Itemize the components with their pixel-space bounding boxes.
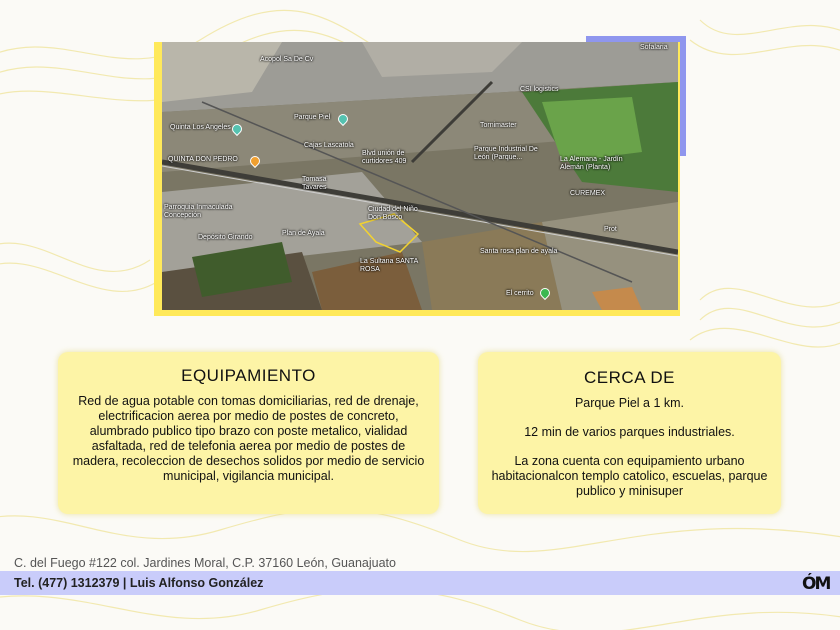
map-label: Parque Piel bbox=[294, 114, 331, 121]
cerca-de-card bbox=[478, 352, 781, 514]
map-label: La Alemana - Jardín Alemán (Planta) bbox=[560, 156, 623, 171]
map-label: Prot bbox=[604, 226, 617, 233]
equipamiento-body: Red de agua potable con tomas domiciliarias, red de drenaje, electrificacion aerea por medio de postes de concreto, alumbrado publico tipo brazo con poste metalico, vialidad asfaltada, red de telefonia aerea por medio de postes de madera, recoleccion de desechos solidos por medio de servicio municipal, vigilancia municipal. bbox=[72, 394, 425, 483]
map-label: Acopol Sa De Cv bbox=[260, 56, 314, 63]
brand-logo: ÓM bbox=[802, 574, 830, 594]
map-label: Sofalaria bbox=[640, 44, 668, 51]
map-label: Parque Industrial De León (Parque... bbox=[474, 146, 538, 161]
map-label: Ciudad del Niño Don Bosco bbox=[368, 206, 418, 221]
map-label: Quinta Los Angeles bbox=[170, 124, 231, 131]
cerca-de-title: CERCA DE bbox=[584, 368, 675, 387]
map-label: Blvd unión de curtidores 409 bbox=[362, 150, 407, 165]
equipamiento-title: EQUIPAMIENTO bbox=[181, 366, 316, 385]
map-label: QUINTA DON PEDRO bbox=[168, 156, 238, 163]
footer-address: C. del Fuego #122 col. Jardines Moral, C.P. 37160 León, Guanajuato bbox=[14, 556, 396, 570]
map-label: La Sultana SANTA ROSA bbox=[360, 258, 418, 273]
map-label: Parroquia Inmaculada Concepción bbox=[164, 204, 233, 219]
equipamiento-card bbox=[58, 352, 439, 514]
map-label: El cerrito bbox=[506, 290, 534, 297]
map-label: Tornimaster bbox=[480, 122, 517, 129]
aerial-map bbox=[162, 42, 678, 310]
cerca-de-item: 12 min de varios parques industriales. bbox=[524, 425, 735, 439]
cerca-de-item: La zona cuenta con equipamiento urbano habitacionalcon templo catolico, escuelas, parque publico y minisuper bbox=[491, 454, 768, 498]
map-label: Plan de Ayala bbox=[282, 230, 325, 237]
map-frame bbox=[154, 36, 686, 316]
cerca-de-item: Parque Piel a 1 km. bbox=[574, 396, 685, 410]
contact-bar bbox=[0, 571, 840, 595]
map-label: Cajas Lascatola bbox=[304, 142, 354, 149]
map-label: CUREMEX bbox=[570, 190, 606, 197]
map-label: Santa rosa plan de ayala bbox=[480, 248, 558, 255]
map-label: Depósito Girando bbox=[198, 234, 253, 241]
footer-contact: Tel. (477) 1312379 | Luis Alfonso González bbox=[14, 576, 264, 590]
map-label: CSI logistics bbox=[520, 86, 559, 93]
map-label: Tomasa Tavares bbox=[302, 176, 327, 191]
